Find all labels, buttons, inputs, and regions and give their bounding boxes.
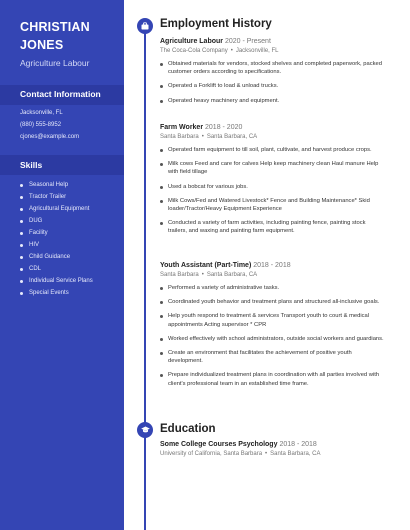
skill-item	[20, 263, 93, 275]
last-name: JONES	[20, 38, 64, 52]
job-location: Santa Barbara, CA	[206, 272, 258, 278]
separator-dot: •	[265, 451, 268, 457]
bullet-item	[160, 349, 385, 365]
separator-dot: •	[201, 272, 204, 278]
bullet-dot	[20, 256, 23, 259]
school-name: University of California, Santa Barbara	[160, 451, 263, 457]
bullet-item	[160, 219, 385, 235]
skills-list	[20, 179, 93, 299]
bullet-text: Worked effectively with school administrators, outside social workers and guardians.	[168, 335, 384, 342]
bullet-dot	[160, 222, 163, 225]
bullet-dot	[160, 287, 163, 290]
contact-section-title: Contact Information	[20, 89, 101, 99]
job-bullets	[160, 146, 385, 236]
education-dates: 2018 - 2018	[279, 441, 317, 448]
job-meta	[160, 48, 385, 54]
job-dates: 2020 - Present	[224, 38, 271, 45]
bullet-dot	[20, 232, 23, 235]
job-dates: 2018 - 2020	[205, 124, 243, 131]
skill-label: CDL	[29, 266, 42, 272]
bullet-text: Prepare individualized treatment plans in coordination with all parties involved with client's professional team in an established time frame.	[168, 372, 380, 387]
bullet-text: Coordinated youth behavior and treatment plans and structured all-inclusive goals.	[168, 299, 380, 306]
bullet-text: Obtained materials for vendors, stocked shelves and completed paperwork, packed customer orders according to specifications.	[168, 61, 382, 76]
school-location: Santa Barbara, CA	[270, 451, 321, 457]
skill-label: Special Events	[29, 290, 69, 296]
skill-label: Tractor Trailer	[29, 194, 67, 200]
skills-section-band	[0, 155, 124, 175]
job-title: Farm Worker	[160, 124, 204, 131]
job-company: The Coca-Cola Company	[160, 48, 228, 54]
bullet-dot	[160, 315, 163, 318]
bullet-dot	[160, 100, 163, 103]
bullet-dot	[20, 280, 23, 283]
contact-email[interactable]: cjones@example.com	[20, 134, 80, 140]
skill-label: Agricultural Equipment	[29, 206, 90, 212]
bullet-dot	[160, 352, 163, 355]
job-location: Santa Barbara, CA	[206, 134, 258, 140]
timeline-line	[144, 24, 146, 530]
education-entry	[160, 441, 385, 457]
skill-label: Child Guidance	[29, 254, 71, 260]
bullet-item	[160, 197, 385, 213]
job-meta	[160, 134, 385, 140]
skills-section-title: Skills	[20, 160, 43, 170]
skill-item	[20, 227, 93, 239]
job-bullets	[160, 284, 385, 388]
bullet-item	[160, 371, 385, 387]
job-company: Santa Barbara	[160, 272, 199, 278]
skill-label: DUG	[29, 218, 43, 224]
job-bullets	[160, 60, 385, 105]
bullet-item	[160, 312, 385, 328]
first-name: CHRISTIAN	[20, 20, 90, 34]
briefcase-icon	[137, 18, 153, 34]
job-header	[160, 262, 385, 269]
skill-item	[20, 191, 93, 203]
bullet-dot	[20, 220, 23, 223]
bullet-item	[160, 183, 385, 191]
bullet-dot	[20, 196, 23, 199]
job-role: Agriculture Labour	[20, 58, 90, 68]
degree-title: Some College Courses Psychology	[160, 441, 278, 448]
bullet-text: Create an environment that facilitates the achievement of positive youth development.	[168, 350, 352, 365]
bullet-dot	[160, 374, 163, 377]
bullet-dot	[20, 208, 23, 211]
bullet-item	[160, 335, 385, 343]
bullet-text: Milk cows Feed and care for calves Help keep machinery clean Haul manure Help with field tillage	[168, 161, 379, 176]
bullet-text: Operated farm equipment to till soil, plant, cultivate, and harvest produce crops.	[168, 147, 372, 153]
bullet-dot	[20, 268, 23, 271]
job-title: Youth Assistant (Part-Time)	[160, 262, 252, 269]
education-section-title: Education	[160, 423, 216, 435]
bullet-dot	[160, 338, 163, 341]
separator-dot: •	[230, 48, 233, 54]
education-meta	[160, 451, 385, 457]
bullet-text: Help youth respond to treatment & services Transport youth to court & medical appointments Acting supervisor * CPR	[168, 313, 370, 328]
skill-item	[20, 251, 93, 263]
bullet-dot	[160, 85, 163, 88]
skill-label: HIV	[29, 242, 40, 248]
skill-label: Individual Service Plans	[29, 278, 93, 284]
bullet-text: Milk Cows/Fed and Watered Livestock* Fence and Building Maintenance* Skid loader/Tractor/Heavy Equipment Experience	[168, 197, 370, 213]
bullet-text: Conducted a variety of farm activities, including painting fence, painting stock trailers, and waxing and painting farm equipment.	[168, 220, 366, 235]
bullet-item	[160, 82, 385, 90]
bullet-dot	[20, 292, 23, 295]
employment-section-title: Employment History	[160, 18, 272, 30]
graduation-cap-icon	[137, 422, 153, 438]
skill-item	[20, 215, 93, 227]
job-entry	[160, 38, 385, 111]
bullet-item	[160, 284, 385, 292]
skill-item	[20, 179, 93, 191]
bullet-item	[160, 160, 385, 176]
job-meta	[160, 272, 385, 278]
bullet-text: Used a bobcat for various jobs.	[168, 183, 248, 190]
bullet-text: Performed a variety of administrative tasks.	[168, 285, 280, 291]
job-header	[160, 124, 385, 131]
skill-label: Facility	[29, 230, 48, 236]
skill-item	[20, 239, 93, 251]
bullet-dot	[20, 244, 23, 247]
bullet-text: Operated a Forklift to load & unload trucks.	[168, 83, 279, 90]
bullet-dot	[160, 200, 163, 203]
bullet-item	[160, 97, 385, 105]
bullet-dot	[20, 184, 23, 187]
job-title: Agriculture Labour	[160, 38, 224, 45]
job-company: Santa Barbara	[160, 134, 199, 140]
full-name	[20, 18, 90, 54]
job-entry	[160, 124, 385, 242]
job-location: Jacksonville, FL	[235, 48, 279, 54]
bullet-dot	[160, 149, 163, 152]
contact-phone: (880) 555-8952	[20, 122, 62, 128]
job-dates: 2018 - 2018	[253, 262, 291, 269]
bullet-item	[160, 298, 385, 306]
bullet-item	[160, 146, 385, 154]
bullet-dot	[160, 163, 163, 166]
bullet-dot	[160, 63, 163, 66]
bullet-item	[160, 60, 385, 76]
skill-item	[20, 287, 93, 299]
skill-item	[20, 203, 93, 215]
bullet-dot	[160, 301, 163, 304]
job-entry	[160, 262, 385, 394]
skill-label: Seasonal Help	[29, 182, 69, 188]
education-header	[160, 441, 385, 448]
bullet-dot	[160, 186, 163, 189]
contact-city: Jacksonville, FL	[20, 110, 63, 116]
separator-dot: •	[201, 134, 204, 140]
job-header	[160, 38, 385, 45]
sidebar	[0, 0, 124, 530]
skill-item	[20, 275, 93, 287]
bullet-text: Operated heavy machinery and equipment.	[168, 97, 280, 104]
